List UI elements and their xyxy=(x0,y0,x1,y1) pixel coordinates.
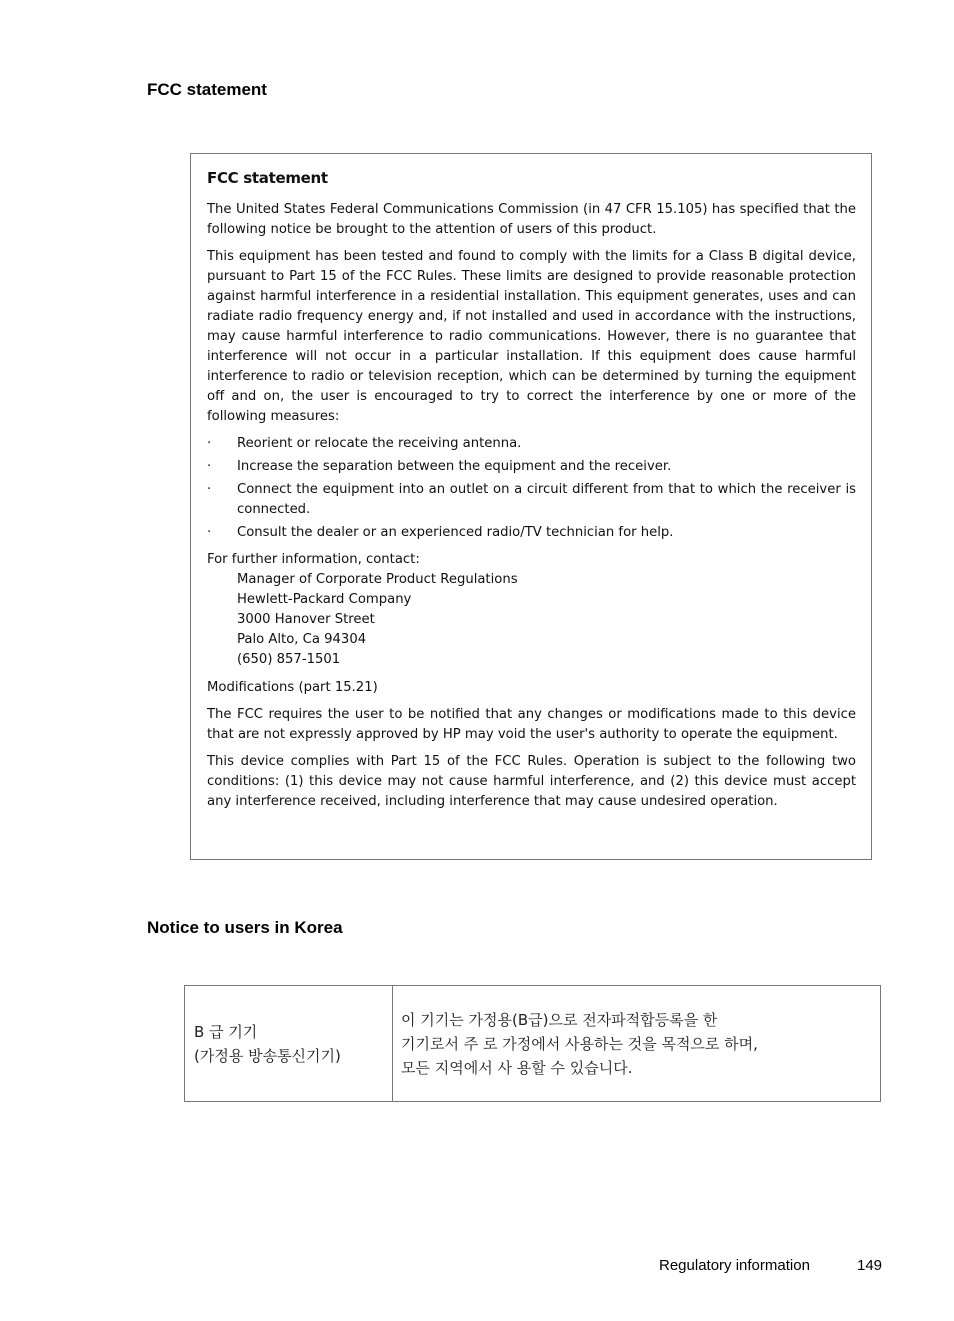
list-item-text: Reorient or relocate the receiving antenna. xyxy=(237,436,522,451)
fcc-box-title: FCC statement xyxy=(207,169,328,187)
list-item-text: Connect the equipment into an outlet on a circuit different from that to which the receiver is connected. xyxy=(237,482,856,517)
list-item xyxy=(207,523,856,543)
list-item-text: Increase the separation between the equipment and the receiver. xyxy=(237,459,672,474)
list-item xyxy=(207,480,856,520)
fcc-paragraph-class-b: This equipment has been tested and found to comply with the limits for a Class B digital device, pursuant to Part 15 of the FCC Rules. These limits are designed to provide reasonable protection against harmful interference in a residential installation. This equipment generates, uses and can radiate radio frequency energy and, if not installed and used in accordance with the instructions, may cause harmful interference to radio communications. However, there is no guarantee that interference will not occur in a particular installation. If this equipment does cause harmful interference to radio or television reception, which can be determined by turning the equipment off and on, the user is encouraged to try to correct the interference by one or more of the following measures: xyxy=(207,249,856,424)
korea-notice-table xyxy=(184,985,881,1102)
footer-page-number: 149 xyxy=(857,1257,883,1274)
contact-line: Manager of Corporate Product Regulations xyxy=(237,572,518,587)
list-item-text: Consult the dealer or an experienced radio/TV technician for help. xyxy=(237,525,674,540)
bullet-icon: · xyxy=(207,459,212,474)
korea-notice-line: 기기로서 주 로 가정에서 사용하는 것을 목적으로 하며, xyxy=(401,1035,758,1053)
korea-notice-line: 모든 지역에서 사 용할 수 있습니다. xyxy=(401,1059,633,1077)
korea-section-heading: Notice to users in Korea xyxy=(147,918,343,937)
contact-line: Palo Alto, Ca 94304 xyxy=(237,632,367,647)
bullet-icon: · xyxy=(207,525,212,540)
contact-line: 3000 Hanover Street xyxy=(237,612,375,627)
compliance-paragraph: This device complies with Part 15 of the FCC Rules. Operation is subject to the following two conditions: (1) this device may not cause harmful interference, and (2) this device must accept any interference received, including interference that may cause undesired operation. xyxy=(207,754,856,809)
bullet-icon: · xyxy=(207,436,212,451)
contact-line: (650) 857-1501 xyxy=(237,652,341,667)
bullet-icon: · xyxy=(207,482,212,497)
modifications-heading: Modifications (part 15.21) xyxy=(207,680,378,695)
fcc-measures-list xyxy=(207,434,856,543)
list-item xyxy=(207,434,856,454)
footer-section-name: Regulatory information xyxy=(659,1257,810,1274)
modifications-paragraph: The FCC requires the user to be notified that any changes or modifications made to this device that are not expressly approved by HP may void the user's authority to operate the equipment. xyxy=(207,707,856,742)
fcc-statement-box xyxy=(190,153,872,860)
list-item xyxy=(207,457,856,477)
korea-class-line: B 급 기기 xyxy=(194,1023,258,1041)
korea-class-line: (가정용 방송통신기기) xyxy=(194,1047,341,1065)
korea-notice-cell xyxy=(393,986,880,1101)
fcc-section-heading: FCC statement xyxy=(147,80,267,99)
fcc-paragraph-intro: The United States Federal Communications Commission (in 47 CFR 15.105) has specified that the following notice be brought to the attention of users of this product. xyxy=(207,202,856,237)
contact-block xyxy=(207,550,856,670)
contact-intro: For further information, contact: xyxy=(207,552,420,567)
contact-line: Hewlett-Packard Company xyxy=(237,592,412,607)
korea-notice-line: 이 기기는 가정용(B급)으로 전자파적합등록을 한 xyxy=(401,1011,718,1029)
korea-class-cell xyxy=(185,986,393,1101)
